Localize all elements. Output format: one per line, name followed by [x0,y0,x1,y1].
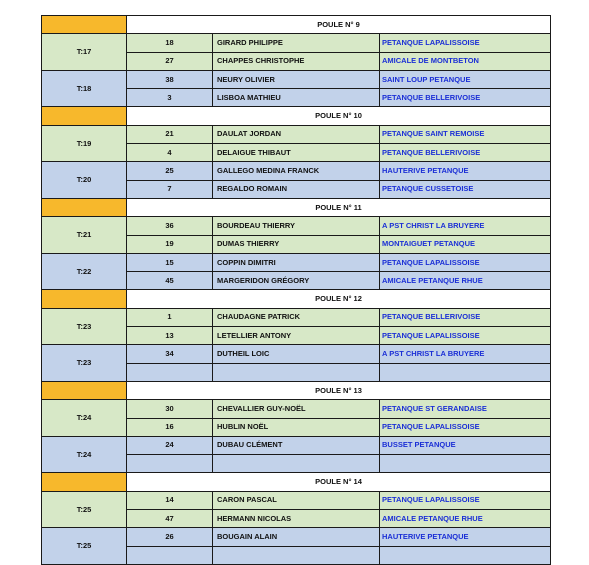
player-name: MARGERIDON GRÉGORY [213,272,380,290]
player-name: DELAIGUE THIBAUT [213,144,380,162]
player-number: 30 [127,400,213,418]
poule-title: POULE N° 9 [127,16,551,34]
player-number [127,363,213,381]
player-number: 18 [127,34,213,52]
player-club [380,546,551,564]
poule-header-row [42,107,551,125]
player-name: COPPIN DIMITRI [213,253,380,271]
pairings-sheet [41,15,550,565]
player-club: AMICALE PETANQUE RHUE [380,510,551,528]
player-name: NEURY OLIVIER [213,70,380,88]
player-number: 1 [127,308,213,326]
player-name: CHEVALLIER GUY-NOËL [213,400,380,418]
poule-marker [42,198,127,216]
player-number: 38 [127,70,213,88]
player-club: PETANQUE LAPALISSOISE [380,34,551,52]
player-name: CARON PASCAL [213,491,380,509]
player-name: BOURDEAU THIERRY [213,217,380,235]
player-row [42,217,551,235]
poule-marker [42,473,127,491]
poule-title: POULE N° 13 [127,381,551,399]
player-number: 25 [127,162,213,180]
player-name: GIRARD PHILIPPE [213,34,380,52]
pairings-body [42,16,551,565]
player-name [213,455,380,473]
poule-title: POULE N° 10 [127,107,551,125]
player-number: 34 [127,345,213,363]
poule-header-row [42,16,551,34]
player-row [42,436,551,454]
player-row [42,70,551,88]
player-number: 26 [127,528,213,546]
player-name: GALLEGO MEDINA FRANCK [213,162,380,180]
player-number: 24 [127,436,213,454]
team-label: T:17 [42,34,127,71]
player-club: HAUTERIVE PETANQUE [380,162,551,180]
pairings-table [41,15,551,565]
team-label: T:25 [42,491,127,528]
player-club: A PST CHRIST LA BRUYERE [380,217,551,235]
team-label: T:23 [42,345,127,382]
player-name: DAULAT JORDAN [213,125,380,143]
player-club: PETANQUE LAPALISSOISE [380,327,551,345]
player-row [42,308,551,326]
team-label: T:24 [42,436,127,473]
team-label: T:20 [42,162,127,199]
player-number: 47 [127,510,213,528]
player-number: 4 [127,144,213,162]
poule-title: POULE N° 11 [127,198,551,216]
player-club: PETANQUE BELLERIVOISE [380,308,551,326]
team-label: T:18 [42,70,127,107]
player-club: AMICALE DE MONTBETON [380,52,551,70]
player-club: PETANQUE LAPALISSOISE [380,418,551,436]
player-number: 45 [127,272,213,290]
poule-title: POULE N° 14 [127,473,551,491]
player-club: PETANQUE LAPALISSOISE [380,253,551,271]
poule-marker [42,381,127,399]
player-number: 36 [127,217,213,235]
player-row [42,34,551,52]
team-label: T:23 [42,308,127,345]
player-club: HAUTERIVE PETANQUE [380,528,551,546]
team-label: T:22 [42,253,127,290]
player-name: REGALDO ROMAIN [213,180,380,198]
player-number: 14 [127,491,213,509]
player-number: 3 [127,89,213,107]
player-number: 13 [127,327,213,345]
player-club: MONTAIGUET PETANQUE [380,235,551,253]
player-row [42,162,551,180]
player-name: DUMAS THIERRY [213,235,380,253]
player-club: PETANQUE ST GERANDAISE [380,400,551,418]
player-name [213,546,380,564]
player-club: PETANQUE BELLERIVOISE [380,89,551,107]
poule-marker [42,16,127,34]
poule-marker [42,107,127,125]
player-club [380,363,551,381]
player-name: BOUGAIN ALAIN [213,528,380,546]
player-name: DUBAU CLÉMENT [213,436,380,454]
player-name: CHAUDAGNE PATRICK [213,308,380,326]
player-club: AMICALE PETANQUE RHUE [380,272,551,290]
player-name: LETELLIER ANTONY [213,327,380,345]
player-name: LISBOA MATHIEU [213,89,380,107]
player-number: 15 [127,253,213,271]
player-row [42,345,551,363]
poule-marker [42,290,127,308]
player-name: DUTHEIL LOIC [213,345,380,363]
player-row [42,528,551,546]
player-club: PETANQUE BELLERIVOISE [380,144,551,162]
player-number: 27 [127,52,213,70]
poule-header-row [42,381,551,399]
poule-header-row [42,473,551,491]
player-club [380,455,551,473]
player-number [127,546,213,564]
poule-header-row [42,198,551,216]
poule-header-row [42,290,551,308]
player-name: CHAPPES CHRISTOPHE [213,52,380,70]
player-row [42,400,551,418]
team-label: T:21 [42,217,127,254]
team-label: T:25 [42,528,127,565]
player-name: HERMANN NICOLAS [213,510,380,528]
player-club: PETANQUE CUSSETOISE [380,180,551,198]
player-number: 7 [127,180,213,198]
player-number: 19 [127,235,213,253]
player-club: PETANQUE SAINT REMOISE [380,125,551,143]
poule-title: POULE N° 12 [127,290,551,308]
player-name: HUBLIN NOËL [213,418,380,436]
player-row [42,491,551,509]
team-label: T:19 [42,125,127,162]
player-club: SAINT LOUP PETANQUE [380,70,551,88]
player-name [213,363,380,381]
player-club: A PST CHRIST LA BRUYERE [380,345,551,363]
team-label: T:24 [42,400,127,437]
player-number: 21 [127,125,213,143]
player-number [127,455,213,473]
player-club: PETANQUE LAPALISSOISE [380,491,551,509]
player-number: 16 [127,418,213,436]
player-row [42,125,551,143]
player-row [42,253,551,271]
player-club: BUSSET PETANQUE [380,436,551,454]
